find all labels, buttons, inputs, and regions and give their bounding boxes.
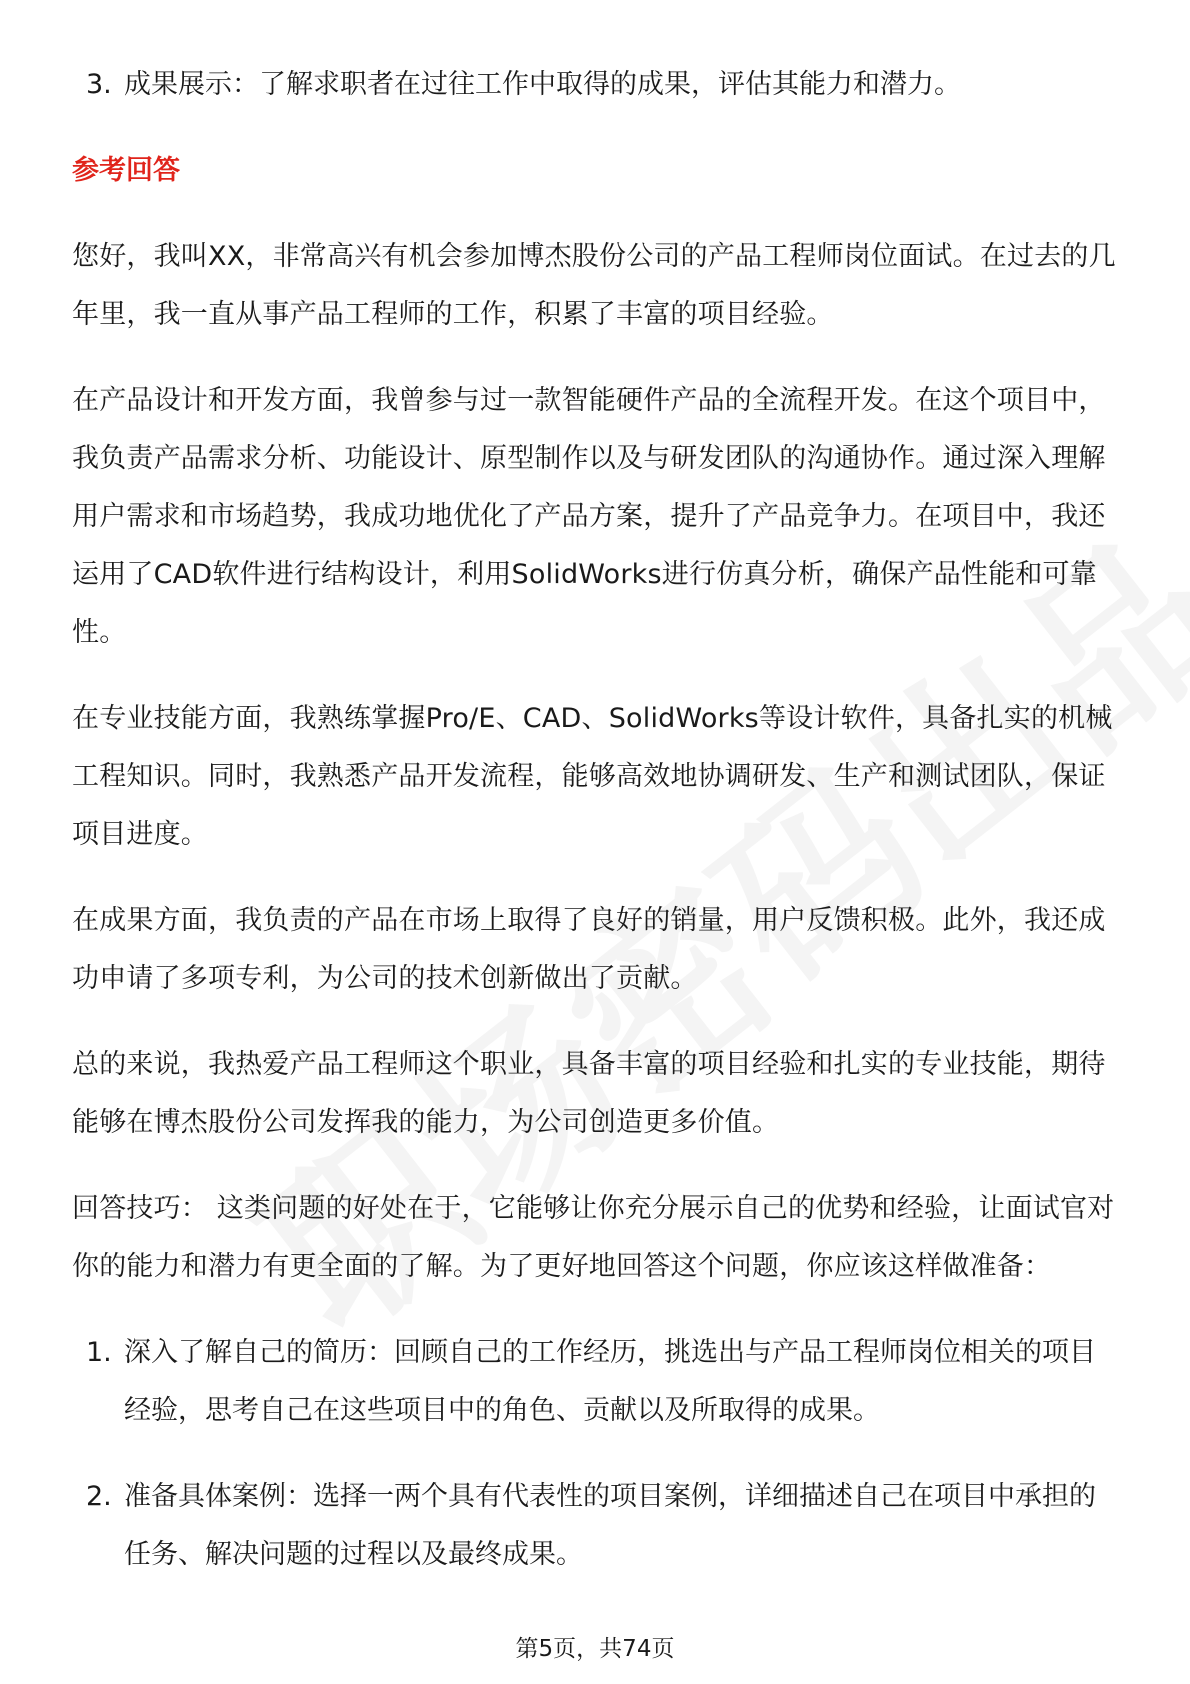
list-number: 2. bbox=[86, 1481, 112, 1512]
paragraph-skills: 在专业技能方面，我熟练掌握Pro/E、CAD、SolidWorks等设计软件，具备扎实的机械工程知识。同时，我熟悉产品开发流程，能够高效地协调研发、生产和测试团队，保证项目进度。 bbox=[72, 703, 1113, 850]
list-item bbox=[72, 1324, 1122, 1440]
page-content bbox=[72, 56, 1122, 1612]
list-text: 深入了解自己的简历：回顾自己的工作经历，挑选出与产品工程师岗位相关的项目经验，思考自己在这些项目中的角色、贡献以及所取得的成果。 bbox=[124, 1337, 1096, 1426]
section-heading: 参考回答 bbox=[72, 155, 180, 186]
page-footer: 第5页，共74页 bbox=[515, 1636, 675, 1662]
paragraph-intro: 您好，我叫XX，非常高兴有机会参加博杰股份公司的产品工程师岗位面试。在过去的几年里，我一直从事产品工程师的工作，积累了丰富的项目经验。 bbox=[72, 241, 1116, 330]
list-text: 成果展示：了解求职者在过往工作中取得的成果，评估其能力和潜力。 bbox=[124, 69, 961, 100]
list-number: 1. bbox=[86, 1337, 112, 1368]
paragraph-summary: 总的来说，我热爱产品工程师这个职业，具备丰富的项目经验和扎实的专业技能，期待能够在博杰股份公司发挥我的能力，为公司创造更多价值。 bbox=[72, 1049, 1106, 1138]
paragraph-results: 在成果方面，我负责的产品在市场上取得了良好的销量，用户反馈积极。此外，我还成功申请了多项专利，为公司的技术创新做出了贡献。 bbox=[72, 905, 1106, 994]
list-item bbox=[72, 1468, 1122, 1584]
list-number: 3. bbox=[86, 69, 112, 100]
paragraph-tips: 回答技巧： 这类问题的好处在于，它能够让你充分展示自己的优势和经验，让面试官对你的能力和潜力有更全面的了解。为了更好地回答这个问题，你应该这样做准备： bbox=[72, 1193, 1115, 1282]
list-text: 准备具体案例：选择一两个具有代表性的项目案例，详细描述自己在项目中承担的任务、解决问题的过程以及最终成果。 bbox=[124, 1481, 1096, 1570]
list-item bbox=[72, 56, 1122, 114]
paragraph-design-dev: 在产品设计和开发方面，我曾参与过一款智能硬件产品的全流程开发。在这个项目中，我负责产品需求分析、功能设计、原型制作以及与研发团队的沟通协作。通过深入理解用户需求和市场趋势，我成功地优化了产品方案，提升了产品竞争力。在项目中，我还运用了CAD软件进行结构设计，利用SolidWorks进行仿真分析，确保产品性能和可靠性。 bbox=[72, 385, 1106, 648]
